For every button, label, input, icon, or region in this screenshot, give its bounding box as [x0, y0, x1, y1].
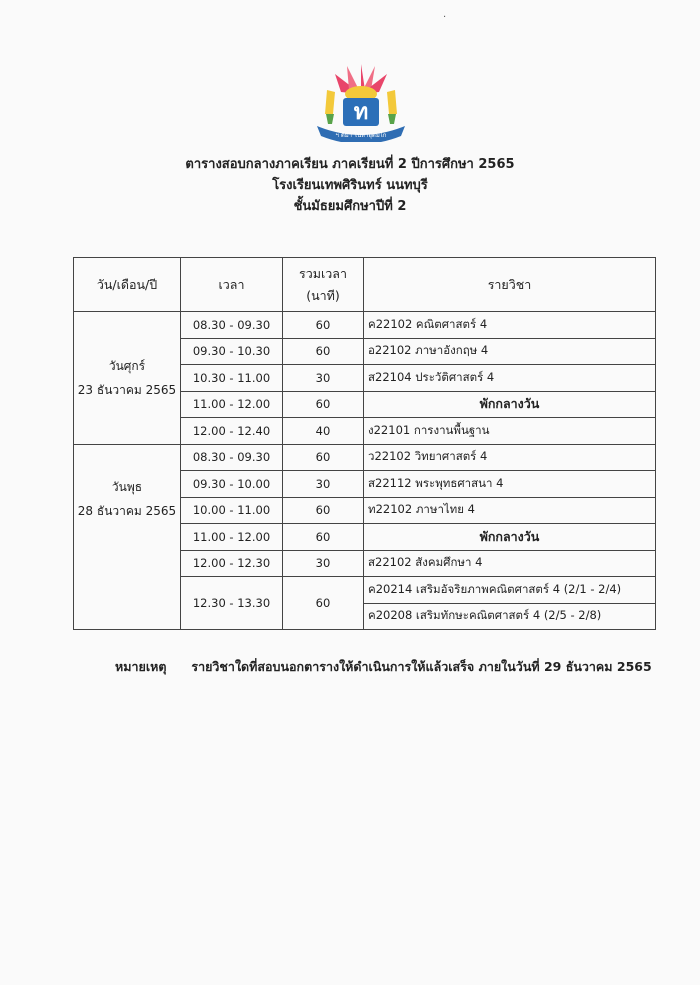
sun-rays-icon	[335, 64, 387, 102]
time-cell: 12.30 - 13.30	[181, 577, 283, 630]
time-cell: 08.30 - 09.30	[181, 312, 283, 339]
col-date: วัน/เดือน/ปี	[74, 258, 181, 312]
minutes-cell: 30	[283, 550, 364, 577]
ribbon-text: ฯ ดีมา โนลาอุดมไก	[335, 132, 387, 139]
subject-cell: ค20208 เสริมทักษะคณิตศาสตร์ 4 (2/5 - 2/8)	[364, 603, 656, 630]
minutes-cell: 30	[283, 471, 364, 498]
day1-cell	[74, 312, 181, 445]
lunch-break-cell: พักกลางวัน	[364, 391, 656, 418]
day2-cell	[74, 444, 181, 630]
subject-cell: ว22102 วิทยาศาสตร์ 4	[364, 444, 656, 471]
exam-schedule-table	[73, 257, 656, 630]
minutes-cell: 60	[283, 444, 364, 471]
school-logo	[313, 64, 409, 142]
table-row	[74, 444, 656, 471]
time-cell: 10.30 - 11.00	[181, 365, 283, 392]
footnote-text: รายวิชาใดที่สอบนอกตารางให้ดำเนินการให้แล้วเสร็จ ภายในวันที่ 29 ธันวาคม 2565	[191, 659, 652, 674]
header-row	[74, 258, 656, 312]
minutes-cell: 60	[283, 497, 364, 524]
minutes-cell: 60	[283, 312, 364, 339]
time-cell: 10.00 - 11.00	[181, 497, 283, 524]
subject-cell: ส22102 สังคมศึกษา 4	[364, 550, 656, 577]
minutes-cell: 60	[283, 577, 364, 630]
time-cell: 12.00 - 12.40	[181, 418, 283, 445]
table-row	[74, 312, 656, 339]
lunch-break-cell: พักกลางวัน	[364, 524, 656, 551]
subject-cell: อ22102 ภาษาอังกฤษ 4	[364, 338, 656, 365]
minutes-cell: 60	[283, 524, 364, 551]
footnote	[115, 657, 652, 677]
day2-weekday: วันพุธ	[111, 479, 143, 494]
emblem-letter: ท	[353, 100, 369, 125]
col-time: เวลา	[181, 258, 283, 312]
time-cell: 08.30 - 09.30	[181, 444, 283, 471]
col-subject: รายวิชา	[364, 258, 656, 312]
minutes-cell: 60	[283, 338, 364, 365]
subject-cell: ค22102 คณิตศาสตร์ 4	[364, 312, 656, 339]
col-duration-line2: (นาที)	[306, 287, 340, 303]
subject-cell: ส22104 ประวัติศาสตร์ 4	[364, 365, 656, 392]
day1-date: 23 ธันวาคม 2565	[77, 382, 177, 397]
document-title	[0, 154, 700, 217]
time-cell: 09.30 - 10.30	[181, 338, 283, 365]
title-line-3: ชั้นมัธยมศึกษาปีที่ 2	[293, 199, 407, 214]
minutes-cell: 30	[283, 365, 364, 392]
day1-weekday: วันศุกร์	[108, 358, 146, 373]
time-cell: 09.30 - 10.00	[181, 471, 283, 498]
col-duration	[283, 258, 364, 312]
footnote-label: หมายเหตุ	[115, 659, 167, 674]
time-cell: 11.00 - 12.00	[181, 391, 283, 418]
col-duration-line1: รวมเวลา	[299, 265, 347, 281]
subject-cell: ค20214 เสริมอัจริยภาพคณิตศาสตร์ 4 (2/1 - 2/4)	[364, 577, 656, 604]
day2-date: 28 ธันวาคม 2565	[77, 503, 177, 518]
minutes-cell: 60	[283, 391, 364, 418]
subject-cell: ส22112 พระพุทธศาสนา 4	[364, 471, 656, 498]
title-line-1: ตารางสอบกลางภาคเรียน ภาคเรียนที่ 2 ปีการศึกษา 2565	[185, 157, 515, 172]
minutes-cell: 40	[283, 418, 364, 445]
title-line-2: โรงเรียนเทพศิรินทร์ นนทบุรี	[272, 178, 428, 193]
scan-dot: ·	[443, 12, 447, 23]
time-cell: 11.00 - 12.00	[181, 524, 283, 551]
time-cell: 12.00 - 12.30	[181, 550, 283, 577]
subject-cell: ง22101 การงานพื้นฐาน	[364, 418, 656, 445]
subject-cell: ท22102 ภาษาไทย 4	[364, 497, 656, 524]
